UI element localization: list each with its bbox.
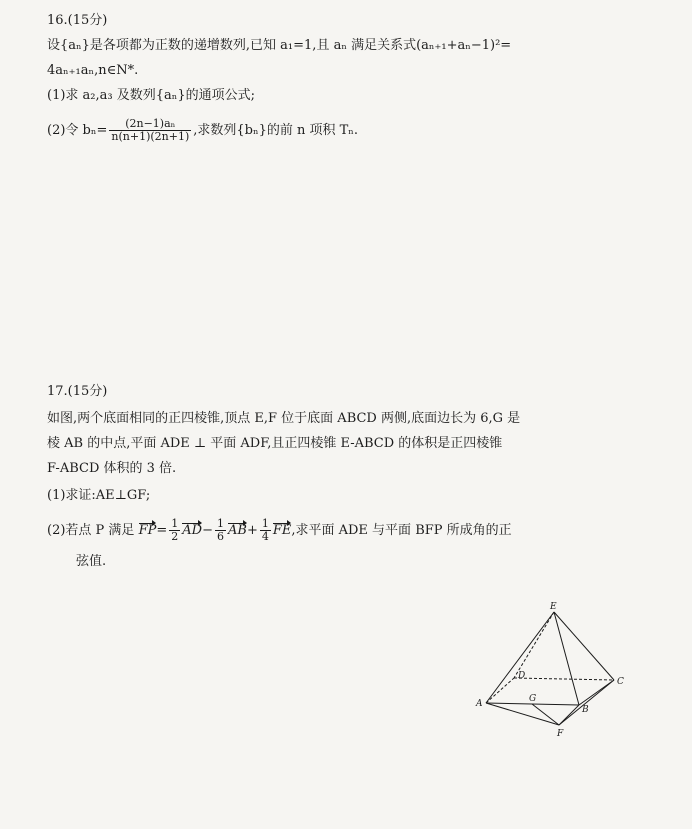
q17-part2-lead: (2)若点 P 满足 <box>47 523 135 538</box>
edge-fg <box>532 704 559 725</box>
q16-part1: (1)求 a₂,a₃ 及数列{aₙ}的通项公式; <box>47 88 256 103</box>
minus-sign: − <box>202 523 213 538</box>
edge-ad <box>486 678 514 703</box>
vector-ad: AD <box>182 523 203 538</box>
q16-part2 <box>47 118 358 143</box>
label-e: E <box>550 602 557 612</box>
edge-ed <box>514 612 554 678</box>
q16-bn-numerator: (2n−1)aₙ <box>109 118 191 131</box>
equals-sign: = <box>156 523 168 538</box>
q17-header: 17.(15分) <box>47 384 108 399</box>
q16-stem-line1: 设{aₙ}是各项都为正数的递增数列,已知 a₁=1,且 aₙ 满足关系式(aₙ₊₁+aₙ−1)²= <box>47 38 512 53</box>
q17-stem-line3: F-ABCD 体积的 3 倍. <box>47 461 177 476</box>
q16-part2-prefix: (2)令 bₙ= <box>47 123 108 138</box>
label-c: C <box>617 677 624 687</box>
coef-1-num: 1 <box>171 517 179 530</box>
plus-sign: + <box>246 523 258 538</box>
coef-1-den: 2 <box>171 530 179 543</box>
q17-stem-line2: 棱 AB 的中点,平面 ADE ⊥ 平面 ADF,且正四棱锥 E-ABCD 的体积是正四棱锥 <box>47 436 503 451</box>
pyramid-figure <box>474 600 634 740</box>
label-d: D <box>518 671 526 681</box>
label-b: B <box>582 705 589 715</box>
q16-part2-suffix: ,求数列{bₙ}的前 n 项积 Tₙ. <box>193 123 359 138</box>
vector-fe: FE <box>272 523 292 538</box>
coef-2 <box>215 518 226 543</box>
q17-part2-end: 弦值. <box>76 554 107 569</box>
q17-part1: (1)求证:AE⊥GF; <box>47 488 151 503</box>
vector-ab: AB <box>227 523 247 538</box>
q16-stem-line2: 4aₙ₊₁aₙ,n∈N*. <box>47 63 139 78</box>
q17-stem-line1: 如图,两个底面相同的正四棱锥,顶点 E,F 位于底面 ABCD 两侧,底面边长为 6,G 是 <box>47 411 521 426</box>
label-g: G <box>529 694 537 704</box>
q17-part2 <box>47 518 512 543</box>
coef-3-den: 4 <box>261 530 269 543</box>
q16-header: 16.(15分) <box>47 13 108 28</box>
coef-3 <box>260 518 271 543</box>
edge-dc <box>514 678 614 680</box>
edge-fc <box>559 680 614 725</box>
edge-ea <box>486 612 554 703</box>
label-a: A <box>476 699 483 709</box>
coef-2-den: 6 <box>216 530 224 543</box>
edge-fa <box>486 703 559 725</box>
coef-2-num: 1 <box>216 517 224 530</box>
label-f: F <box>557 729 564 739</box>
coef-3-num: 1 <box>261 517 269 530</box>
q16-bn-denominator: n(n+1)(2n+1) <box>111 130 190 143</box>
vector-fp: FP <box>138 523 157 538</box>
q17-part2-tail: ,求平面 ADE 与平面 BFP 所成角的正 <box>291 523 512 538</box>
coef-1 <box>169 518 180 543</box>
q16-bn-fraction <box>109 118 191 143</box>
